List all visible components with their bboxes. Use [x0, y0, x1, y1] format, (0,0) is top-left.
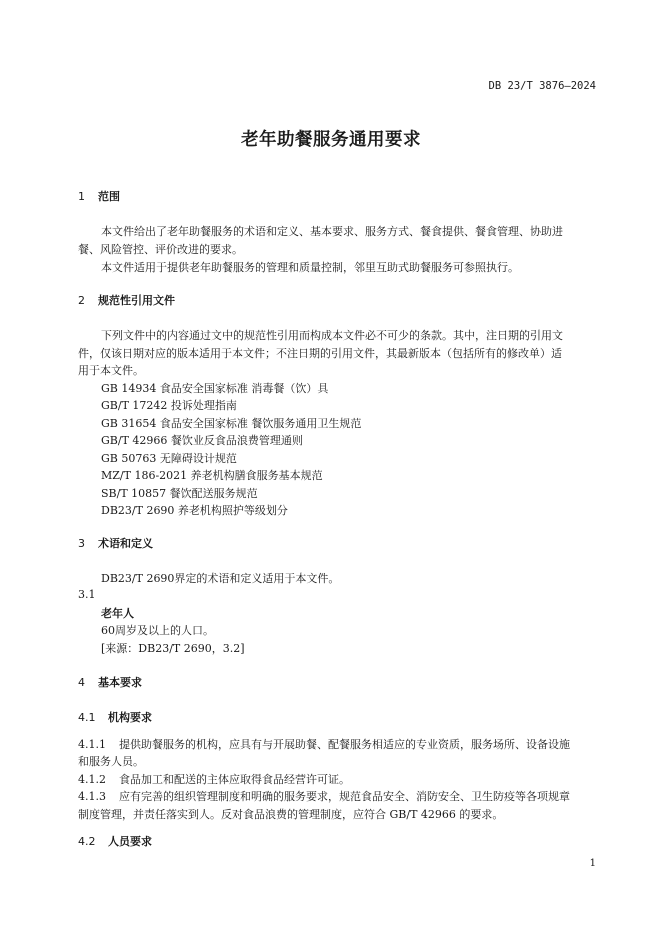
term-number: 3.1 — [78, 588, 96, 601]
clause-text: 应有完善的组织管理制度和明确的服务要求，规范食品安全、消防安全、卫生防疫等各项规章 — [119, 790, 570, 803]
reference-item: GB/T 17242 投诉处理指南 — [101, 399, 237, 412]
reference-item: MZ/T 186-2021 养老机构膳食服务基本规范 — [101, 469, 323, 482]
subsection-title: 人员要求 — [108, 835, 152, 848]
reference-item: GB/T 42966 餐饮业反食品浪费管理通则 — [101, 434, 303, 447]
subsection-number: 4.2 — [78, 835, 96, 848]
section-number: 3 — [78, 537, 85, 550]
section-1-heading — [78, 188, 120, 204]
section-2-heading — [78, 292, 175, 308]
reference-item: GB 14934 食品安全国家标准 消毒餐（饮）具 — [101, 382, 329, 395]
clause-number: 4.1.2 — [78, 773, 106, 786]
section-4-heading — [78, 674, 142, 690]
section-title: 范围 — [98, 190, 120, 203]
section-title: 术语和定义 — [98, 537, 153, 550]
paragraph-line: 件，仅该日期对应的版本适用于本文件；不注日期的引用文件，其最新版本（包括所有的修改单）适 — [78, 347, 562, 360]
term-source: [来源：DB23/T 2690，3.2] — [101, 642, 245, 655]
section-title: 基本要求 — [98, 676, 142, 689]
paragraph-line: 下列文件中的内容通过文中的规范性引用而构成本文件必不可少的条款。其中，注日期的引用文 — [101, 329, 563, 342]
subsection-number: 4.1 — [78, 711, 96, 724]
reference-item: DB23/T 2690 养老机构照护等级划分 — [101, 504, 288, 517]
reference-item: SB/T 10857 餐饮配送服务规范 — [101, 487, 258, 500]
subsection-4-2-heading — [78, 833, 152, 849]
paragraph-line: 本文件给出了老年助餐服务的术语和定义、基本要求、服务方式、餐食提供、餐食管理、协助进 — [101, 225, 563, 238]
reference-item: GB 50763 无障碍设计规范 — [101, 452, 237, 465]
clause-number: 4.1.1 — [78, 738, 106, 751]
section-number: 2 — [78, 294, 85, 307]
paragraph-line: 制度管理，并责任落实到人。反对食品浪费的管理制度，应符合 GB/T 42966 的要求。 — [78, 808, 504, 821]
page-number: 1 — [589, 858, 596, 869]
section-number: 1 — [78, 190, 85, 203]
subsection-4-1-heading — [78, 709, 152, 725]
clause-4-1-3 — [78, 788, 570, 804]
clause-4-1-2 — [78, 771, 350, 787]
page-title: 老年助餐服务通用要求 — [241, 130, 421, 150]
section-title: 规范性引用文件 — [98, 294, 175, 307]
paragraph-line: DB23/T 2690界定的术语和定义适用于本文件。 — [101, 572, 340, 585]
paragraph-line: 用于本文件。 — [78, 364, 144, 377]
clause-number: 4.1.3 — [78, 790, 106, 803]
clause-4-1-1 — [78, 736, 570, 752]
standard-number: DB 23/T 3876—2024 — [488, 80, 596, 92]
paragraph-line: 和服务人员。 — [78, 755, 144, 768]
section-3-heading — [78, 535, 153, 551]
term-definition: 60周岁及以上的人口。 — [101, 624, 214, 637]
term-name: 老年人 — [101, 607, 134, 620]
section-number: 4 — [78, 676, 85, 689]
paragraph-line: 本文件适用于提供老年助餐服务的管理和质量控制，邻里互助式助餐服务可参照执行。 — [101, 261, 519, 274]
paragraph-line: 餐、风险管控、评价改进的要求。 — [78, 243, 243, 256]
clause-text: 提供助餐服务的机构，应具有与开展助餐、配餐服务相适应的专业资质，服务场所、设备设施 — [119, 738, 570, 751]
subsection-title: 机构要求 — [108, 711, 152, 724]
clause-text: 食品加工和配送的主体应取得食品经营许可证。 — [119, 773, 350, 786]
reference-item: GB 31654 食品安全国家标准 餐饮服务通用卫生规范 — [101, 417, 362, 430]
